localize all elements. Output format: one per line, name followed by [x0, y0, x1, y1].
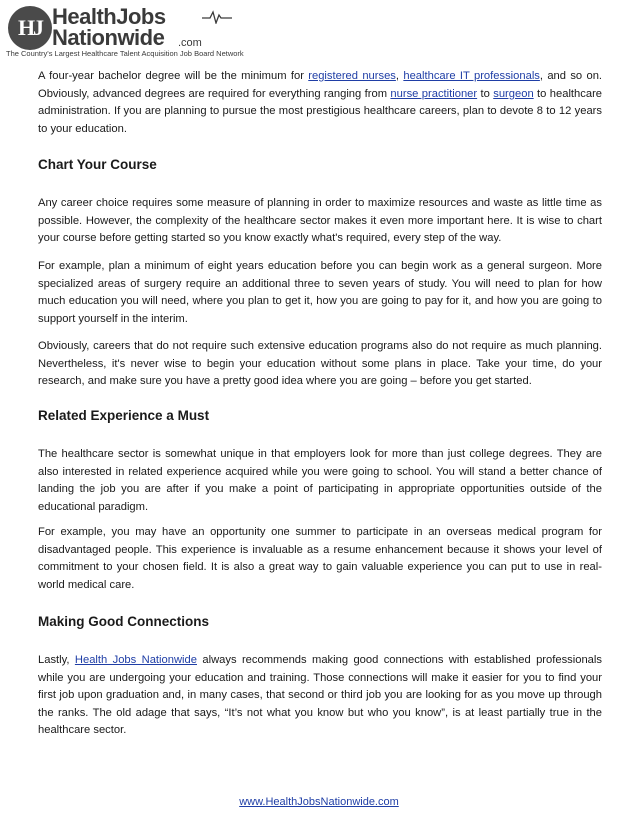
- logo-line2: Nationwide: [52, 25, 165, 50]
- intro-text: to: [477, 87, 494, 100]
- link-nurse-practitioner[interactable]: nurse practitioner: [390, 87, 478, 100]
- site-logo[interactable]: [6, 4, 306, 60]
- related-experience-paragraph-2: For example, you may have an opportunity one summer to participate in an overseas medical program for disadvantaged people. This experience is invaluable as a resume enhancement because it shows your level of commitment to your chosen field. It is also a great way to gain valuable experience you can put to use in real-world medical care.: [38, 526, 602, 591]
- heartbeat-icon: [202, 10, 232, 24]
- connections-text: Lastly,: [38, 654, 75, 666]
- intro-paragraph: [38, 68, 602, 138]
- chart-course-paragraph-1: Any career choice requires some measure of planning in order to maximize resources and waste as little time as possible. However, the complexity of the healthcare sector makes it even more important here. It is wise to chart your course before getting started so you know exactly what's required, every step of the way.: [38, 197, 602, 245]
- tagline: The Country's Largest Healthcare Talent Acquisition Job Board Network: [6, 49, 244, 58]
- footer-website-link[interactable]: www.HealthJobsNationwide.com: [239, 796, 399, 808]
- chart-course-paragraph-3: Obviously, careers that do not require such extensive education programs also do not require as much planning. Nevertheless, it's never wise to begin your education without some plans in place. Take your time, do your research, and make sure you have a pretty good idea where you are going – before you get started.: [38, 340, 602, 388]
- link-registered-nurses[interactable]: registered nurses: [308, 70, 396, 82]
- heading-making-connections: Making Good Connections: [38, 614, 209, 629]
- related-experience-paragraph-1: The healthcare sector is somewhat unique in that employers look for more than just college degrees. They are also interested in related experience acquired while you were going to school. You will stand a better chance of landing the job you are after if you make a point of participating in appropriate opportunities outside of the educational paradigm.: [38, 448, 602, 513]
- heading-chart-your-course: Chart Your Course: [38, 157, 157, 172]
- link-healthcare-it[interactable]: healthcare IT professionals: [403, 70, 540, 82]
- heading-related-experience: Related Experience a Must: [38, 408, 210, 423]
- intro-text: to healthcare administration. If you are planning to pursue the most prestigious healthcare careers, plan to devote 8 to 12 years to your education.: [38, 87, 603, 135]
- logo-suffix: .com: [178, 37, 202, 49]
- link-health-jobs-nationwide[interactable]: Health Jobs Nationwide: [74, 654, 197, 666]
- logo-monogram: HJ: [8, 6, 52, 50]
- connections-text: always recommends making good connections with established professionals while you are undergoing your education and training. Those connections will make it easier for you to find your first job upon graduation and, in many cases, that second or third job you are looking for as you move up through the ranks. The old adage that says, “It’s not what you know but who you know”, is at least partially true in the healthcare sector.: [38, 654, 602, 737]
- intro-text: , and so on. Obviously, advanced degrees are required for everything ranging from: [38, 70, 603, 100]
- logo-line1: HealthJobs: [52, 4, 166, 29]
- chart-course-paragraph-2: For example, plan a minimum of eight years education before you can begin work as a general surgeon. More specialized areas of surgery require an additional three to seven years of study. You will need to plan for how much education you will need, where you plan to get it, how you are going to pay for it, and how you are going to support yourself in the interim.: [38, 260, 602, 325]
- intro-text: ,: [395, 70, 404, 82]
- intro-text: A four-year bachelor degree will be the minimum for: [38, 70, 309, 82]
- connections-paragraph: [38, 652, 602, 740]
- link-surgeon[interactable]: surgeon: [493, 87, 534, 100]
